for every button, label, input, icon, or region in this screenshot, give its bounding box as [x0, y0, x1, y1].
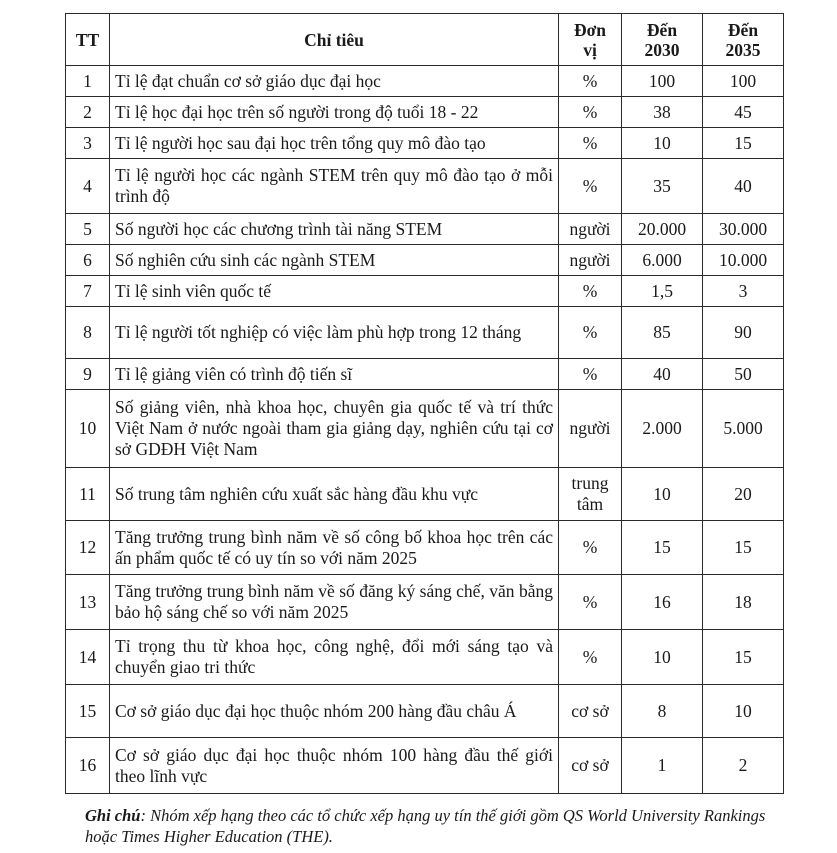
row-number: 10 [66, 390, 110, 468]
unit-cell: % [559, 359, 622, 390]
header-indicator: Chỉ tiêu [110, 14, 559, 66]
row-number: 6 [66, 245, 110, 276]
target-2030: 100 [622, 66, 703, 97]
indicator-name: Số người học các chương trình tài năng STEM [110, 214, 559, 245]
unit-cell: % [559, 97, 622, 128]
table-row [66, 468, 784, 521]
indicator-name: Tỉ lệ học đại học trên số người trong độ tuổi 18 - 22 [110, 97, 559, 128]
table-row [66, 521, 784, 575]
target-2030: 10 [622, 468, 703, 521]
table-row [66, 359, 784, 390]
table-row [66, 214, 784, 245]
note-text: : Nhóm xếp hạng theo các tổ chức xếp hạng uy tín thế giới gồm QS World University Rankings hoặc Times Higher Education (THE). [85, 806, 766, 846]
header-2030-line2: 2030 [644, 39, 680, 60]
target-2030: 38 [622, 97, 703, 128]
target-2035: 15 [703, 521, 784, 575]
indicator-name: Tăng trưởng trung bình năm về số công bố khoa học trên các ấn phẩm quốc tế có uy tín so với năm 2025 [110, 521, 559, 575]
indicator-name: Tỉ lệ đạt chuẩn cơ sở giáo dục đại học [110, 66, 559, 97]
target-2030: 35 [622, 159, 703, 214]
indicator-name: Số nghiên cứu sinh các ngành STEM [110, 245, 559, 276]
table-row [66, 159, 784, 214]
target-2030: 16 [622, 575, 703, 630]
target-2035: 10.000 [703, 245, 784, 276]
row-number: 1 [66, 66, 110, 97]
table-row [66, 307, 784, 359]
table-row [66, 128, 784, 159]
header-unit [559, 14, 622, 66]
unit-cell: % [559, 159, 622, 214]
row-number: 12 [66, 521, 110, 575]
target-2030: 20.000 [622, 214, 703, 245]
indicator-name: Cơ sở giáo dục đại học thuộc nhóm 100 hàng đầu thế giới theo lĩnh vực [110, 738, 559, 794]
unit-cell: % [559, 128, 622, 159]
target-2030: 2.000 [622, 390, 703, 468]
target-2035: 50 [703, 359, 784, 390]
table-row [66, 276, 784, 307]
target-2035: 10 [703, 685, 784, 738]
unit-cell: % [559, 66, 622, 97]
target-2030: 40 [622, 359, 703, 390]
target-2030: 10 [622, 630, 703, 685]
row-number: 4 [66, 159, 110, 214]
unit-cell: % [559, 276, 622, 307]
target-2035: 2 [703, 738, 784, 794]
header-2035-line1: Đến [727, 19, 759, 40]
indicator-name: Tỉ lệ người học sau đại học trên tổng quy mô đào tạo [110, 128, 559, 159]
row-number: 14 [66, 630, 110, 685]
row-number: 11 [66, 468, 110, 521]
target-2030: 1 [622, 738, 703, 794]
header-2030 [622, 14, 703, 66]
header-unit-line2: vị [583, 39, 597, 60]
row-number: 16 [66, 738, 110, 794]
target-2035: 40 [703, 159, 784, 214]
header-row [66, 14, 784, 66]
target-2035: 100 [703, 66, 784, 97]
indicator-name: Tỉ lệ người học các ngành STEM trên quy mô đào tạo ở mỗi trình độ [110, 159, 559, 214]
target-2035: 15 [703, 128, 784, 159]
table-row [66, 66, 784, 97]
indicator-name: Số giảng viên, nhà khoa học, chuyên gia quốc tế và trí thức Việt Nam ở nước ngoài tham gia giảng dạy, nghiên cứu tại cơ sở GDĐH Việt Nam [110, 390, 559, 468]
table-row [66, 97, 784, 128]
indicator-name: Tỉ trọng thu từ khoa học, công nghệ, đổi mới sáng tạo và chuyển giao tri thức [110, 630, 559, 685]
table-row [66, 630, 784, 685]
row-number: 3 [66, 128, 110, 159]
table-note [85, 805, 785, 847]
table-row [66, 685, 784, 738]
note-label: Ghi chú [85, 806, 141, 825]
target-2035: 5.000 [703, 390, 784, 468]
target-2035: 18 [703, 575, 784, 630]
target-2030: 1,5 [622, 276, 703, 307]
target-2035: 15 [703, 630, 784, 685]
row-number: 7 [66, 276, 110, 307]
target-2030: 6.000 [622, 245, 703, 276]
target-2035: 20 [703, 468, 784, 521]
target-2035: 30.000 [703, 214, 784, 245]
row-number: 8 [66, 307, 110, 359]
indicator-name: Tăng trưởng trung bình năm về số đăng ký sáng chế, văn bằng bảo hộ sáng chế so với năm 2025 [110, 575, 559, 630]
header-tt: TT [66, 14, 110, 66]
indicator-name: Tỉ lệ sinh viên quốc tế [110, 276, 559, 307]
unit-cell: người [559, 214, 622, 245]
header-unit-line1: Đơn [573, 19, 607, 40]
target-2030: 85 [622, 307, 703, 359]
indicator-name: Tỉ lệ giảng viên có trình độ tiến sĩ [110, 359, 559, 390]
row-number: 2 [66, 97, 110, 128]
header-2030-line1: Đến [646, 19, 678, 40]
unit-cell: cơ sở [559, 738, 622, 794]
row-number: 9 [66, 359, 110, 390]
target-2035: 90 [703, 307, 784, 359]
table-row [66, 738, 784, 794]
target-2030: 15 [622, 521, 703, 575]
unit-cell: % [559, 630, 622, 685]
indicator-name: Số trung tâm nghiên cứu xuất sắc hàng đầu khu vực [110, 468, 559, 521]
unit-cell: người [559, 390, 622, 468]
table-row [66, 245, 784, 276]
indicator-name: Tỉ lệ người tốt nghiệp có việc làm phù hợp trong 12 tháng [110, 307, 559, 359]
table-row [66, 390, 784, 468]
row-number: 13 [66, 575, 110, 630]
header-2035 [703, 14, 784, 66]
unit-cell: % [559, 521, 622, 575]
table-row [66, 575, 784, 630]
unit-cell: trung tâm [559, 468, 622, 521]
indicators-table [65, 13, 784, 794]
row-number: 15 [66, 685, 110, 738]
unit-cell: % [559, 307, 622, 359]
unit-cell: người [559, 245, 622, 276]
indicator-name: Cơ sở giáo dục đại học thuộc nhóm 200 hàng đầu châu Á [110, 685, 559, 738]
header-2035-line2: 2035 [725, 39, 761, 60]
target-2030: 8 [622, 685, 703, 738]
unit-cell: % [559, 575, 622, 630]
unit-cell: cơ sở [559, 685, 622, 738]
row-number: 5 [66, 214, 110, 245]
target-2035: 45 [703, 97, 784, 128]
target-2030: 10 [622, 128, 703, 159]
target-2035: 3 [703, 276, 784, 307]
